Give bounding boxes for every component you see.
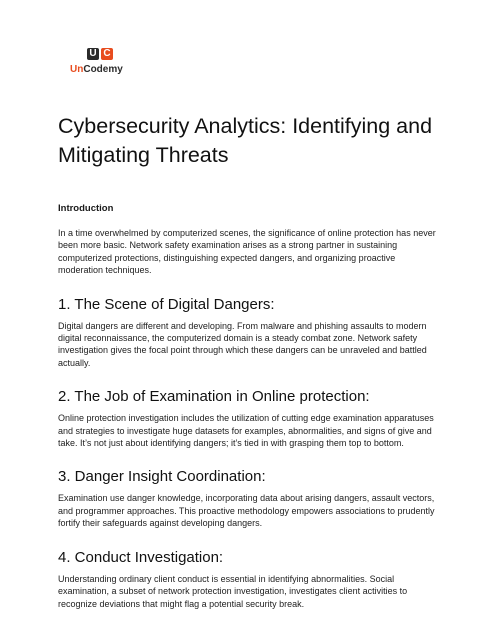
uncodemy-logo xyxy=(70,48,130,88)
logo-wordmark-prefix: Un xyxy=(70,64,84,75)
document-body xyxy=(58,112,438,610)
section-paragraph: Examination use danger knowledge, incorporating data about arising dangers, assault vectors, and programmer approaches. This proactive methodology empowers associations to prudently fortify their safeguards against developing dangers. xyxy=(58,493,435,529)
section-heading: 4. Conduct Investigation: xyxy=(58,548,224,566)
logo-mark xyxy=(87,48,130,60)
section-heading: 3. Danger Insight Coordination: xyxy=(58,468,266,486)
section-paragraph: Online protection investigation includes the utilization of cutting edge examination apparatuses and strategies to investigate huge datasets for examples, abnormalities, and signs of give and take. It’s not just about identifying dangers; it’s tied in with grasping them top to bottom. xyxy=(58,413,434,449)
intro-paragraph: In a time overwhelmed by computerized scenes, the significance of online protection has never been more basic. Network safety examination arises as a strong partner in sustaining computerized protections, distinguishing expected dangers, and organizing proactive moderation techniques. xyxy=(58,228,436,276)
logo-wordmark xyxy=(70,64,130,75)
document-title: Cybersecurity Analytics: Identifying and Mitigating Threats xyxy=(58,114,433,167)
section-paragraph: Digital dangers are different and developing. From malware and phishing assaults to modern digital reconnaissance, the computerized domain is a steady combat zone. Network safety investigation gives the focal point through which these dangers can be unraveled and battled actually. xyxy=(58,320,427,368)
logo-wordmark-suffix: Codemy xyxy=(83,64,123,75)
intro-heading: Introduction xyxy=(58,203,114,214)
section-paragraph: Understanding ordinary client conduct is essential in identifying abnormalities. Social examination, a subset of network protection investigation, investigates client activities to recognize deviations that might flag a potential security break. xyxy=(58,573,408,609)
section-heading: 2. The Job of Examination in Online protection: xyxy=(58,388,370,406)
logo-mark-c: C xyxy=(101,48,113,60)
section-heading: 1. The Scene of Digital Dangers: xyxy=(58,295,275,313)
logo-mark-u: U xyxy=(87,48,99,60)
